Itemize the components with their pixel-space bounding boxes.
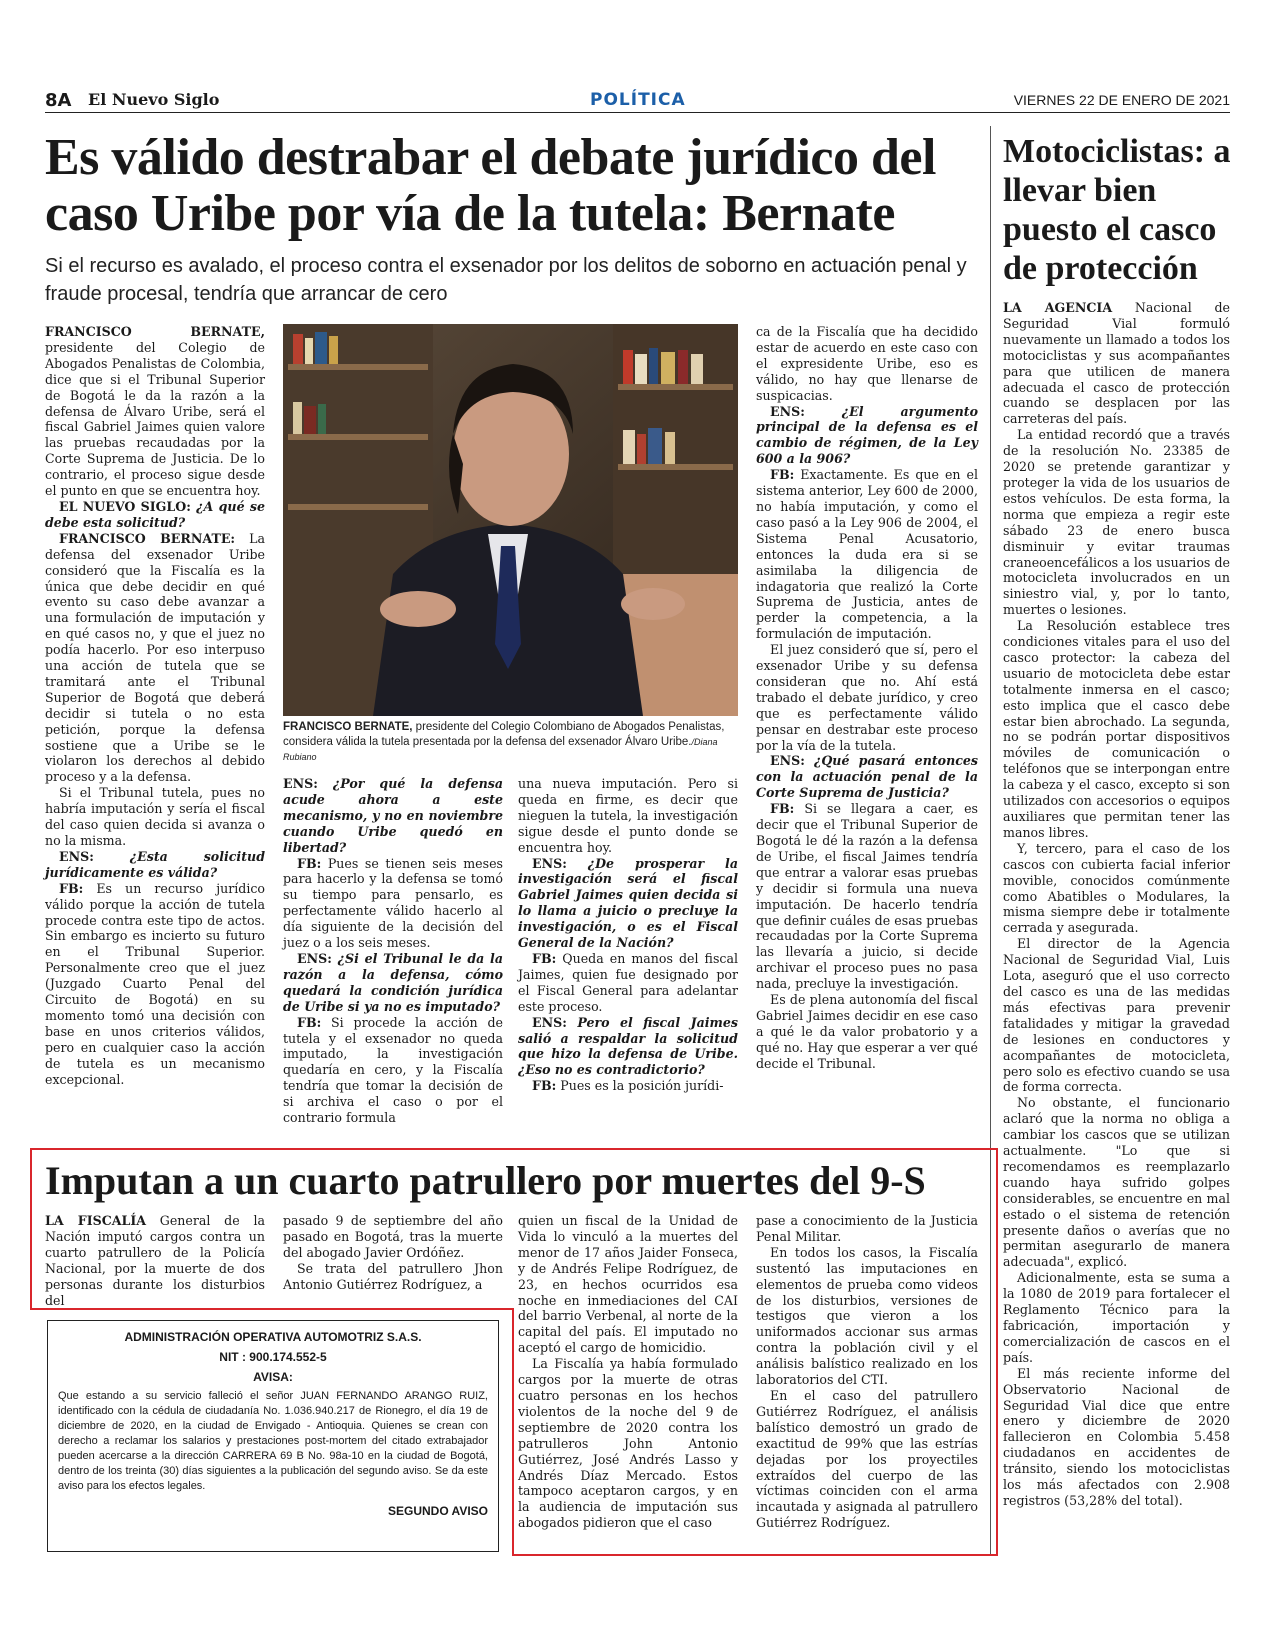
- caption-text: presidente del Colegio Colombiano de Abogados Penalistas, considera válida la tutela presentada por la defensa del exsenador Álvaro Uribe.: [283, 721, 725, 748]
- paragraph-text: Nacional de Seguridad Vial formuló nuevamente un llamado a todos los motociclistas y sus acompañantes para que utilicen de manera adecuada el casco de protección cuando se desplacen por las carreteras del país.: [1003, 300, 1230, 427]
- caption-lead: FRANCISCO BERNATE,: [283, 721, 413, 733]
- paragraph-lead: FRANCISCO BERNATE:: [59, 530, 236, 546]
- interview-question: ¿Si el Tribunal le da la razón a la defensa, cómo quedará la condición jurídica de Uribe si ya no es imputado?: [283, 950, 503, 1014]
- notice-title: AVISA:: [253, 1370, 293, 1384]
- paragraph-lead: EL NUEVO SIGLO:: [59, 498, 191, 514]
- paragraph: [518, 856, 738, 951]
- paragraph-text: una nueva imputación. Pero si queda en firme, es decir que nieguen la tutela, la investigación sigue desde el punto donde se encuentra hoy.: [518, 776, 738, 855]
- story2-column-1: [45, 1213, 265, 1308]
- legal-notice: [47, 1320, 499, 1552]
- paragraph: [1003, 427, 1230, 618]
- main-column-3: [518, 776, 738, 1094]
- paragraph-lead: ENS:: [770, 753, 805, 769]
- header-rule: [45, 112, 1230, 113]
- paragraph: [756, 992, 978, 1072]
- interview-question: ¿El argumento principal de la defensa es el cambio de régimen, de la Ley 600 a la 906?: [756, 403, 978, 467]
- paragraph-text: pase a conocimiento de la Justicia Penal Militar.: [756, 1213, 978, 1244]
- issue-date: VIERNES 22 DE ENERO DE 2021: [1013, 92, 1230, 108]
- paragraph: [756, 1213, 978, 1245]
- paragraph: [45, 324, 265, 499]
- paragraph: [518, 1356, 738, 1531]
- paragraph: [518, 776, 738, 856]
- paragraph: [283, 856, 503, 951]
- main-column-2: [283, 776, 503, 1126]
- main-column-4: [756, 324, 978, 1072]
- paragraph: [283, 1261, 503, 1293]
- sidebar-column: [1003, 300, 1230, 1509]
- notice-body: Que estando a su servicio falleció el señor JUAN FERNANDO ARANGO RUIZ, identificado con la cédula de ciudadanía No. 1.036.940.217 de Rionegro, el día 19 de diciembre de 2020, en la ciudad de Envigado - Antioquia. Quienes se crean con derecho a reclamar los salarios y prestaciones post-mortem del citado extrabajador pueden acercarse a la dirección CARRERA 69 B No. 98a-10 en la ciudad de Bogotá, dentro de los treinta (30) días siguientes a la publicación del segundo aviso. Se da este aviso para los efectos legales.: [58, 1390, 488, 1492]
- paragraph-lead: LA FISCALÍA: [45, 1213, 147, 1228]
- sidebar-headline: Motociclistas: a llevar bien puesto el casco de protección: [1003, 133, 1231, 287]
- paragraph-text: pasado 9 de septiembre del año pasado en Bogotá, tras la muerte del abogado Javier Ordóñez.: [283, 1213, 503, 1260]
- interview-question: ¿Qué pasará entonces con la actuación penal de la Corte Suprema de Justicia?: [756, 753, 978, 801]
- paragraph: [518, 1078, 738, 1094]
- paragraph: [1003, 1366, 1230, 1509]
- paragraph-lead: FB:: [59, 880, 84, 896]
- paragraph-text: En el caso del patrullero Gutiérrez Rodríguez, el análisis balístico demostró un grado de exactitud de 99% que las estrías dejadas por los proyectiles extraídos del cuerpo de las víctimas coinciden con el arma incautada y asignada al patrullero Gutiérrez Rodríguez.: [756, 1387, 978, 1531]
- paragraph-text: Pues se tienen seis meses para hacerlo y la defensa se tomó su tiempo para pensarlo, es perfectamente válido hacerlo al día siguiente de la decisión del juez o a los seis meses.: [283, 855, 503, 951]
- notice-signature: SEGUNDO AVISO: [387, 1504, 488, 1518]
- paragraph-lead: ENS:: [532, 855, 567, 871]
- paragraph: [518, 951, 738, 1015]
- paragraph: [518, 1015, 738, 1079]
- paragraph-text: Y, tercero, para el caso de los cascos con cubierta facial inferior movible, conocidos comúnmente como Abatibles o Modulares, la misma siempre debe ir totalmente cerrada y asegurada.: [1003, 840, 1230, 936]
- photo-caption: [283, 720, 738, 765]
- interview-question: Pero el fiscal Jaimes salió a respaldar la solicitud que hizo la defensa de Uribe. ¿Eso no es contradictorio?: [518, 1014, 738, 1078]
- paragraph-text: El más reciente informe del Observatorio Nacional de Seguridad Vial dice que entre enero y diciembre de 2020 fallecieron en Colombia 5.458 ciudadanos en accidentes de tránsito, siendo los motociclistas los más afectados con 2.908 registros (53,28% del total).: [1003, 1365, 1230, 1508]
- paragraph-lead: FB:: [297, 855, 322, 871]
- paragraph: [756, 753, 978, 801]
- paragraph: [45, 1213, 265, 1308]
- story2-column-3: [518, 1213, 738, 1531]
- paragraph: [756, 404, 978, 468]
- paragraph: [1003, 1095, 1230, 1270]
- story2-column-4: [756, 1213, 978, 1531]
- paragraph-text: quien un fiscal de la Unidad de Vida lo vinculó a la muertes del menor de 17 años Jaider Fonseca, y de Andrés Felipe Rodríguez, de 23, en hechos ocurridos esa noche en inmediaciones del CAI del barrio Verbenal, al norte de la capital del país. El imputado no aceptó el cargo de homicidio.: [518, 1213, 738, 1356]
- paragraph-text: La Resolución establece tres condiciones vitales para el uso del casco protector: la cabeza del usuario de motocicleta debe estar totalmente inmersa en el casco; esto implica que el casco debe estar bien abrochado. La segunda, no se podrán portar dispositivos móviles de comunicación o teléfonos que se interpongan entre la cabeza y el casco, excepto si son utilizados con accesorios o equipos auxiliares que permitan tener las manos libres.: [1003, 618, 1230, 840]
- paragraph: [756, 324, 978, 404]
- paragraph-text: La entidad recordó que a través de la resolución No. 23385 de 2020 se pretende garantizar y proteger la vida de los usuarios de estos vehículos. De esta forma, la norma que empieza a regir este sábado 23 de enero busca disminuir y evitar traumas craneoencefálicos a los usuarios de motocicleta involucrados en un siniestro vial, y, por lo tanto, muertes o lesiones.: [1003, 427, 1230, 618]
- paragraph-text: Si se llegara a caer, es decir que el Tribunal Superior de Bogotá le dé la razón a la defensa de Uribe, el fiscal Jaimes tendría que entrar a valorar esas pruebas y decidir si formula una nueva imputación. De hacerlo tendría que definir cuáles de esas pruebas recaudadas por la Corte Suprema las llevaría a juicio, si decide archivar el proceso pues no pasa nada, precluye la investigación.: [756, 801, 978, 992]
- notice-company: ADMINISTRACIÓN OPERATIVA AUTOMOTRIZ S.A.S.: [124, 1330, 422, 1344]
- paragraph-lead: ENS:: [770, 403, 805, 419]
- interview-question: ¿De prosperar la investigación será el fiscal Gabriel Jaimes quien decida si lo llama a juicio o precluye la investigación, o es el Fiscal General de la Nación?: [518, 855, 738, 951]
- paragraph-text: ca de la Fiscalía que ha decidido estar de acuerdo en este caso con el expresidente Uribe, eso es válido, no hay que llenarse de suspicacias.: [756, 324, 978, 403]
- portrait-photo-image: [283, 324, 738, 716]
- paragraph-text: El juez consideró que sí, pero el exsenador Uribe y su defensa consideran que no. Ahí está trabado el debate jurídico, y creo que es perfectamente válido pensar en destrabar este proceso por la vía de la tutela.: [756, 642, 978, 753]
- paragraph-text: El director de la Agencia Nacional de Seguridad Vial, Luis Lota, aseguró que el uso correcto del casco es una de las medidas más efectivas para prevenir fatalidades y mitigar la gravedad de lesiones en conductores y acompañantes de motocicleta, pero solo es efectivo cuando se usa de forma correcta.: [1003, 936, 1230, 1095]
- paragraph-text: General de la Nación imputó cargos contra un cuarto patrullero de la Policía Nacional, por la muerte de dos personas durante los disturbios del: [45, 1213, 265, 1308]
- paragraph: [1003, 618, 1230, 841]
- paragraph-lead: FB:: [297, 1014, 322, 1030]
- paragraph-text: Queda en manos del fiscal Jaimes, quien fue designado por el Fiscal General para adelantar este proceso.: [518, 950, 738, 1014]
- paragraph-lead: FB:: [532, 1078, 557, 1094]
- paragraph: [518, 1213, 738, 1356]
- paragraph: [1003, 936, 1230, 1095]
- paragraph-text: Es un recurso jurídico válido porque la acción de tutela procede contra este tipo de actos. Sin embargo es incierto su futuro en el Tribunal Superior. Personalmente creo que el juez (Juzgado Cuarto Penal del Circuito de Bogotá) en su momento tomó una decisión con base en unos criterios válidos, pero en cualquier caso la acción de tutela es un mecanismo excepcional.: [45, 880, 265, 1087]
- interview-question: ¿A qué se debe esta solicitud?: [45, 498, 265, 530]
- paragraph: [45, 849, 265, 881]
- page-number: 8A: [45, 90, 72, 111]
- paragraph: [283, 1213, 503, 1261]
- interview-question: ¿Esta solicitud jurídicamente es válida?: [45, 848, 265, 880]
- paragraph-lead: ENS:: [297, 950, 332, 966]
- paragraph-lead: FB:: [532, 950, 557, 966]
- paragraph-text: Adicionalmente, esta se suma a la 1080 de 2019 para fortalecer el Reglamento Técnico para la fabricación, importación y comercialización de cascos en el país.: [1003, 1270, 1230, 1365]
- paragraph: [283, 1015, 503, 1126]
- paragraph: [756, 1388, 978, 1531]
- paragraph-text: No obstante, el funcionario aclaró que la norma no obliga a cambiar los cascos que se utilizan actualmente. "Lo que si recomendamos es reemplazarlo cuando haya sufrido golpes considerables, se encuentre en mal estado o el sistema de retención presente daños o averías que no permitan asegurarlo de manera adecuada", explicó.: [1003, 1095, 1230, 1270]
- paragraph-lead: LA AGENCIA: [1003, 300, 1113, 315]
- paragraph-text: Si el Tribunal tutela, pues no habría imputación y sería el fiscal del caso quien decida si avanza o no la misma.: [45, 785, 265, 848]
- paragraph-text: Es de plena autonomía del fiscal Gabriel Jaimes decidir en ese caso a qué le da valor probatorio y a qué no. Hay que esperar a ver qué decide el Tribunal.: [756, 992, 978, 1071]
- paragraph-text: Si procede la acción de tutela y el exsenador no queda imputado, la investigación quedaría en cero, y la Fiscalía tendría que tomar la decisión de si archiva el caso o por el contrario formula: [283, 1014, 503, 1126]
- paragraph: [1003, 841, 1230, 936]
- paragraph-lead: ENS:: [532, 1014, 567, 1030]
- caption-credit: /Diana Rubiano: [283, 737, 718, 762]
- paragraph-text: La defensa del exsenador Uribe consideró que la Fiscalía es la única que debe decidir en qué evento su caso debe avanzar a una formulación de imputación y en qué casos no, y que el juez no podía hacerlo. Por eso interpuso una acción de tutela que se tramitará ante el Tribunal Superior de Bogotá que deberá decidir si tutela o no esta petición, porque la defensa sostiene que a Uribe se le violaron los derechos al debido proceso y a la defensa.: [45, 530, 265, 785]
- paragraph-lead: ENS:: [59, 848, 94, 864]
- paragraph: [45, 881, 265, 1088]
- paragraph: [756, 467, 978, 642]
- notice-nit: NIT : 900.174.552-5: [219, 1350, 327, 1364]
- paragraph: [1003, 1270, 1230, 1365]
- newspaper-name: El Nuevo Siglo: [88, 90, 220, 109]
- section-name: POLÍTICA: [590, 90, 686, 110]
- main-deck: Si el recurso es avalado, el proceso contra el exsenador por los delitos de soborno en actuación penal y fraude procesal, tendría que arrancar de cero: [45, 255, 967, 305]
- main-headline: Es válido destrabar el debate jurídico del caso Uribe por vía de la tutela: Bernate: [45, 129, 936, 242]
- story2-headline: Imputan a un cuarto patrullero por muertes del 9-S: [45, 1158, 926, 1203]
- paragraph-text: En todos los casos, la Fiscalía sustentó las imputaciones en elementos de prueba como videos de los disturbios, versiones de testigos que vieron a los uniformados accionar sus armas contra la población civil y el análisis balístico realizado en los laboratorios del CTI.: [756, 1244, 978, 1388]
- paragraph-text: Pues es la posición jurídi-: [556, 1078, 724, 1094]
- interview-question: ¿Por qué la defensa acude ahora a este mecanismo, y no en noviembre cuando Uribe quedó en libertad?: [283, 776, 503, 855]
- paragraph-text: Se trata del patrullero Jhon Antonio Gutiérrez Rodríguez, a: [283, 1260, 503, 1292]
- paragraph-text: presidente del Colegio de Abogados Penalistas de Colombia, dice que si el Tribunal Superior de Bogotá le da la razón a la defensa de Álvaro Uribe, será el fiscal Gabriel Jaimes quien valore las pruebas recaudadas por la Corte Suprema de Justicia. De lo contrario, el proceso sigue desde el punto en que se encuentra hoy.: [45, 339, 265, 499]
- paragraph-lead: FB:: [770, 801, 795, 817]
- paragraph: [1003, 300, 1230, 427]
- paragraph: [756, 801, 978, 992]
- paragraph: [756, 1245, 978, 1388]
- paragraph: [45, 531, 265, 786]
- story2-column-2: [283, 1213, 503, 1293]
- paragraph-lead: FB:: [770, 467, 795, 483]
- paragraph: [756, 642, 978, 753]
- paragraph-text: La Fiscalía ya había formulado cargos por la muerte de otras cuatro personas en los hechos violentos de la noche del 9 de septiembre de 2020 contra los patrulleros John Antonio Gutiérrez, José Andrés Lasso y Andrés Díaz Mercado. Estos tampoco aceptaron cargos, y en la audiencia de imputación sus abogados pidieron que el caso: [518, 1356, 738, 1531]
- paragraph-lead: FRANCISCO BERNATE,: [45, 324, 265, 339]
- paragraph-lead: ENS:: [283, 776, 318, 791]
- paragraph: [45, 785, 265, 849]
- paragraph: [283, 951, 503, 1015]
- portrait-photo: [283, 324, 738, 716]
- paragraph-text: Exactamente. Es que en el sistema anterior, Ley 600 de 2000, no había imputación, y como el caso pasó a la Ley 906 de 2004, el Sistema Penal Acusatorio, entonces la duda era si se asimilaba la diligencia de indagatoria que realizó la Corte Suprema de Justicia, antes de perder la competencia, a la formulación de imputación.: [756, 467, 978, 642]
- paragraph: [283, 776, 503, 856]
- paragraph: [45, 499, 265, 531]
- main-column-1: [45, 324, 265, 1088]
